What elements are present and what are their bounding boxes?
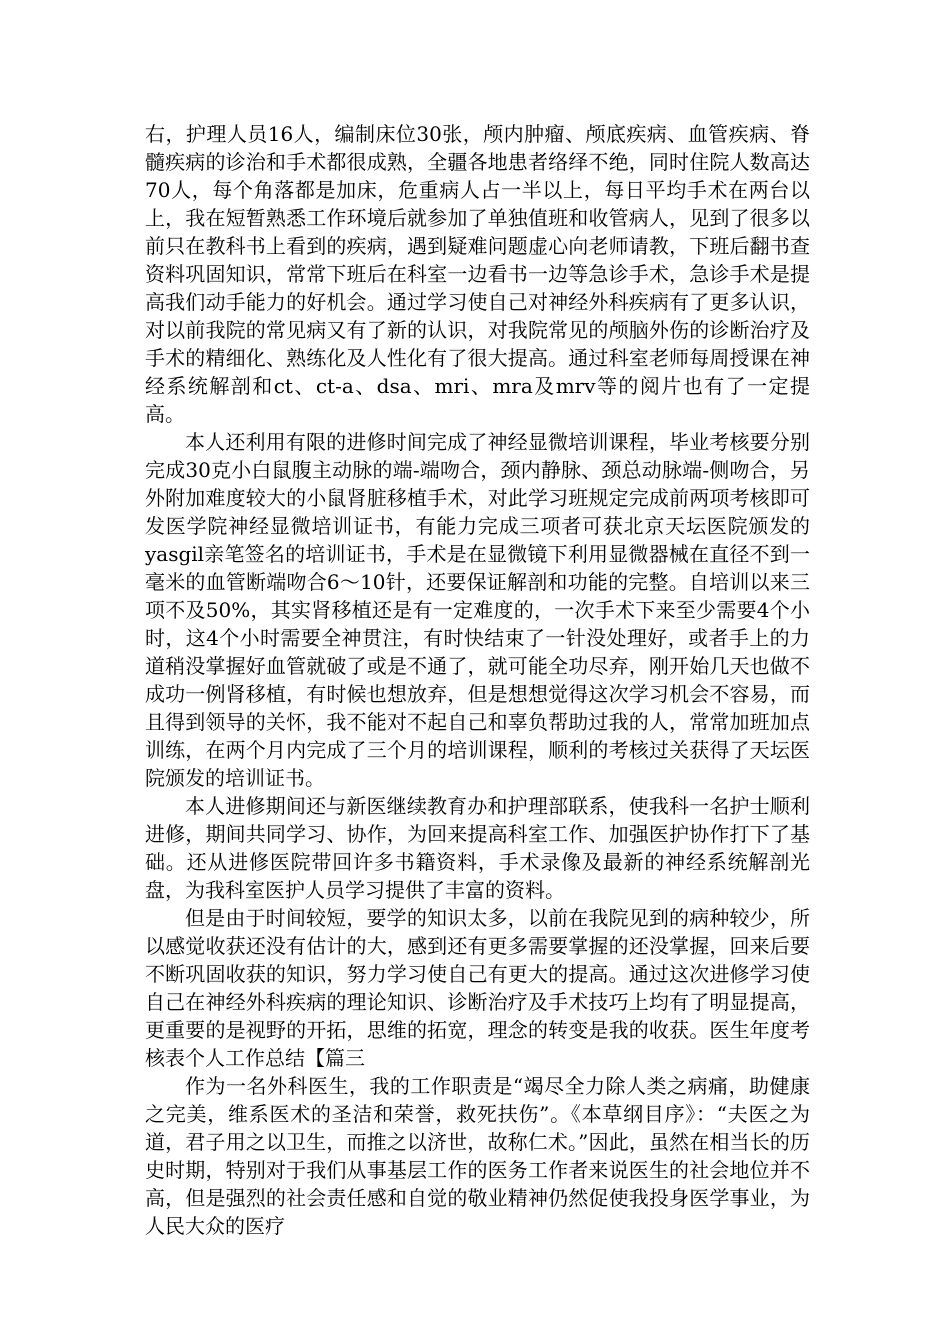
- document-page: [145, 120, 810, 1240]
- paragraph-3: 本人进修期间还与新医继续教育办和护理部联系，使我科一名护士顺利进修，期间共同学习、协作，为回来提高科室工作、加强医护协作打下了基础。还从进修医院带回许多书籍资料，手术录像及最新的神经系统解剖光盘，为我科室医护人员学习提供了丰富的资料。: [145, 794, 810, 902]
- paragraph-5: 作为一名外科医生，我的工作职责是“竭尽全力除人类之病痛，助健康之完美，维系医术的圣洁和荣誉，救死扶伤”。《本草纲目序》：“夫医之为道，君子用之以卫生，而推之以济世，故称仁术。”因此，虽然在相当长的历史时期，特别对于我们从事基层工作的医务工作者来说医生的社会地位并不高，但是强烈的社会责任感和自觉的敬业精神仍然促使我投身医学事业，为人民大众的医疗: [145, 1074, 810, 1238]
- paragraph-1: 右，护理人员16人，编制床位30张，颅内肿瘤、颅底疾病、血管疾病、脊髓疾病的诊治和手术都很成熟，全疆各地患者络绎不绝，同时住院人数高达70人，每个角落都是加床，危重病人占一半以上，每日平均手术在两台以上，我在短暂熟悉工作环境后就参加了单独值班和收管病人，见到了很多以前只在教科书上看到的疾病，遇到疑难问题虚心向老师请教，下班后翻书查资料巩固知识，常常下班后在科室一边看书一边等急诊手术，急诊手术是提高我们动手能力的好机会。通过学习使自己对神经外科疾病有了更多认识，对以前我院的常见病又有了新的认识，对我院常见的颅脑外伤的诊断治疗及手术的精细化、熟练化及人性化有了很大提高。通过科室老师每周授课在神经系统解剖和ct、ct-a、dsa、mri、mra及mrv等的阅片也有了一定提高。: [145, 122, 810, 426]
- paragraph-2: 本人还利用有限的进修时间完成了神经显微培训课程，毕业考核要分别完成30克小白鼠腹主动脉的端-端吻合，颈内静脉、颈总动脉端-侧吻合，另外附加难度较大的小鼠肾脏移植手术，对此学习班规定完成前两项考核即可发医学院神经显微培训证书，有能力完成三项者可获北京天坛医院颁发的yasgil亲笔签名的培训证书，手术是在显微镜下利用显微器械在直径不到一毫米的血管断端吻合6～10针，还要保证解剖和功能的完整。自培训以来三项不及50%，其实肾移植还是有一定难度的，一次手术下来至少需要4个小时，这4个小时需要全神贯注，有时快结束了一针没处理好，或者手上的力道稍没掌握好血管就破了或是不通了，就可能全功尽弃，刚开始几天也做不成功一例肾移植，有时候也想放弃，但是想想觉得这次学习机会不容易，而且得到领导的关怀，我不能对不起自己和辜负帮助过我的人，常常加班加点训练，在两个月内完成了三个月的培训课程，顺利的考核过关获得了天坛医院颁发的培训证书。: [145, 430, 810, 790]
- paragraph-4: 但是由于时间较短，要学的知识太多，以前在我院见到的病种较少，所以感觉收获还没有估计的大，感到还有更多需要掌握的还没掌握，回来后要不断巩固收获的知识，努力学习使自己有更大的提高。通过这次进修学习使自己在神经外科疾病的理论知识、诊断治疗及手术技巧上均有了明显提高，更重要的是视野的开拓，思维的拓宽，理念的转变是我的收获。医生年度考核表个人工作总结【篇三: [145, 906, 810, 1070]
